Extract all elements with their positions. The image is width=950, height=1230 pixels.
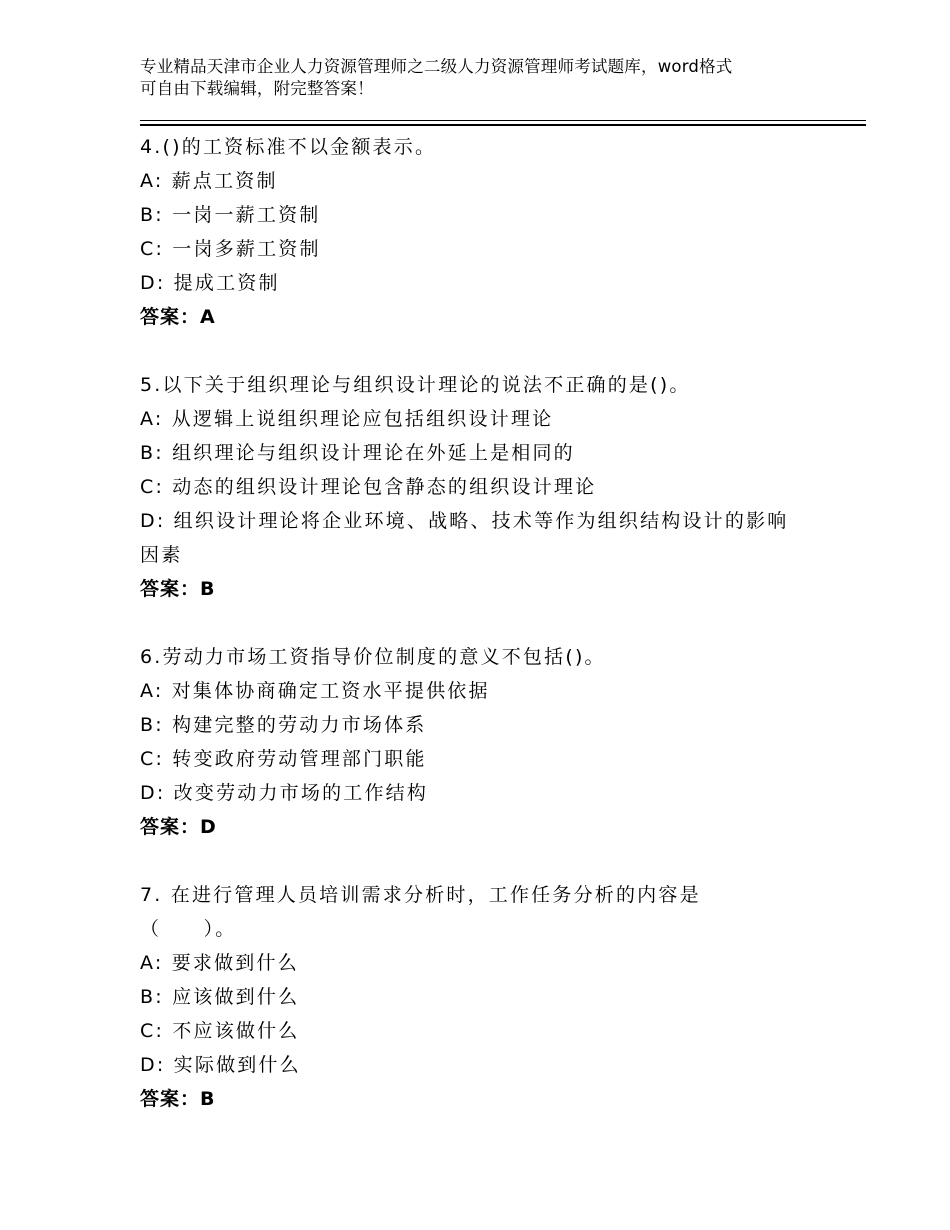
spacer — [140, 334, 820, 368]
option-c: C: 不应该做什么 — [140, 1020, 300, 1042]
answer: 答案：B — [140, 578, 216, 600]
answer: 答案：B — [140, 1088, 216, 1110]
option-d-continued: 因素 — [140, 544, 183, 566]
question-stem: 7. 在进行管理人员培训需求分析时，工作任务分析的内容是 — [140, 884, 701, 906]
header-rule-thick — [140, 124, 866, 126]
answer: 答案：D — [140, 816, 217, 838]
question-stem-continued: （ ）。 — [140, 918, 237, 940]
question-stem: 4.()的工资标准不以金额表示。 — [140, 136, 437, 158]
spacer — [140, 844, 820, 878]
option-d: D: 组织设计理论将企业环境、战略、技术等作为组织结构设计的影响 — [140, 510, 789, 532]
option-b: B: 组织理论与组织设计理论在外延上是相同的 — [140, 442, 575, 464]
option-c: C: 转变政府劳动管理部门职能 — [140, 748, 427, 770]
option-c: C: 动态的组织设计理论包含静态的组织设计理论 — [140, 476, 597, 498]
document-header — [140, 56, 820, 100]
question-stem: 5.以下关于组织理论与组织设计理论的说法不正确的是()。 — [140, 374, 691, 396]
option-a: A: 对集体协商确定工资水平提供依据 — [140, 680, 490, 702]
question-stem: 6.劳动力市场工资指导价位制度的意义不包括()。 — [140, 646, 606, 668]
question-7 — [140, 878, 820, 1116]
header-line-1: 专业精品天津市企业人力资源管理师之二级人力资源管理师考试题库，word格式 — [140, 57, 733, 76]
option-c: C: 一岗多薪工资制 — [140, 238, 321, 260]
option-d: D: 提成工资制 — [140, 272, 280, 294]
option-a: A: 薪点工资制 — [140, 170, 278, 192]
header-line-2: 可自由下载编辑，附完整答案！ — [140, 79, 374, 98]
question-5 — [140, 368, 820, 606]
question-list — [140, 130, 820, 1116]
spacer — [140, 606, 820, 640]
question-6 — [140, 640, 820, 844]
answer: 答案：A — [140, 306, 216, 328]
option-a: A: 要求做到什么 — [140, 952, 299, 974]
question-4 — [140, 130, 820, 334]
header-rule-thin — [140, 120, 866, 121]
option-d: D: 实际做到什么 — [140, 1054, 301, 1076]
option-b: B: 一岗一薪工资制 — [140, 204, 321, 226]
option-a: A: 从逻辑上说组织理论应包括组织设计理论 — [140, 408, 554, 430]
option-d: D: 改变劳动力市场的工作结构 — [140, 782, 429, 804]
option-b: B: 应该做到什么 — [140, 986, 300, 1008]
option-b: B: 构建完整的劳动力市场体系 — [140, 714, 427, 736]
